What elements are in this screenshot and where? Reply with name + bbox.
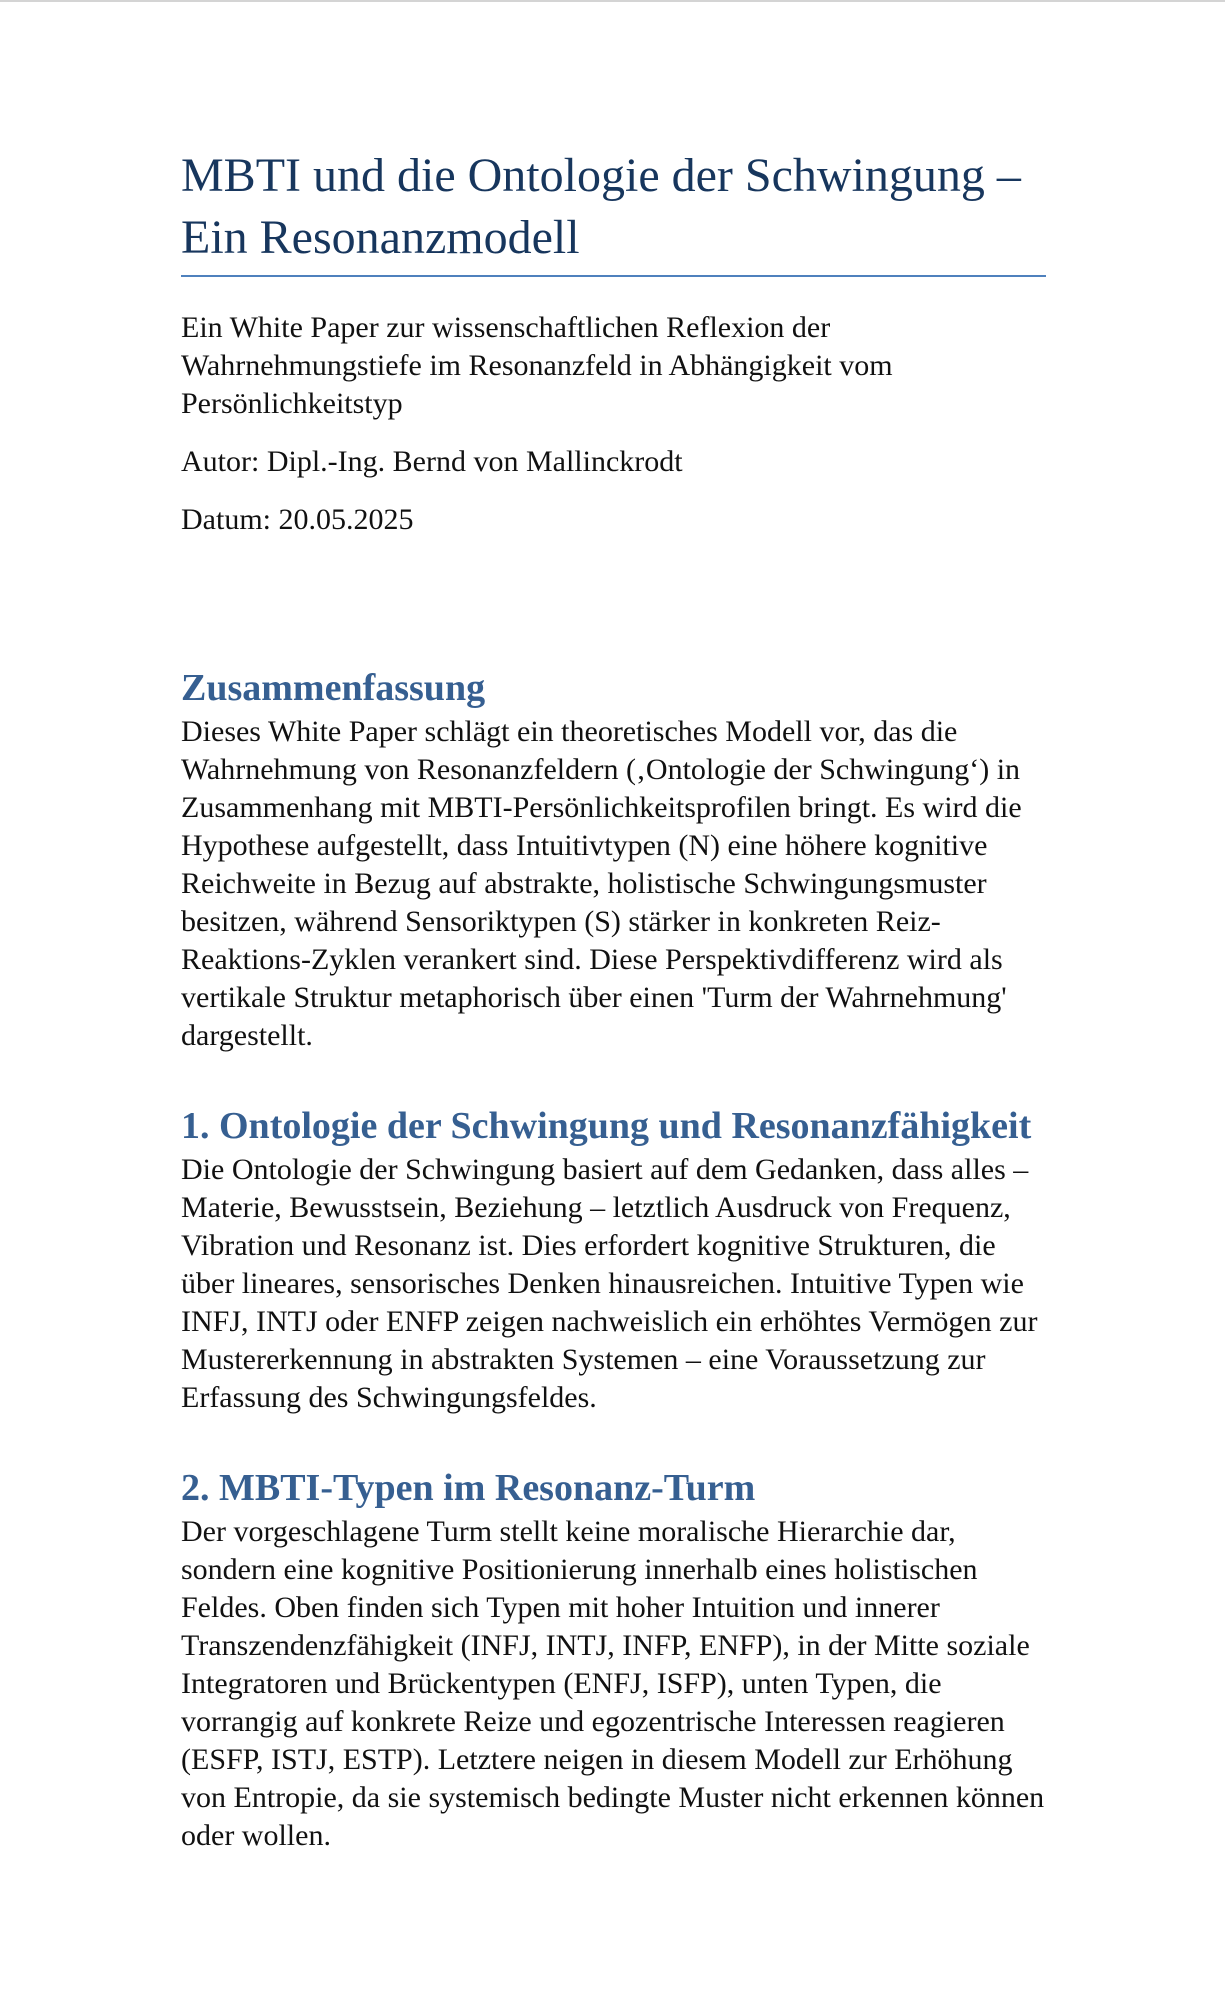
document-subtitle: Ein White Paper zur wissenschaftlichen Reflexion der Wahrnehmungstiefe im Resonanzfeld in Abhängigkeit vom Persönlichkeitstyp (181, 311, 893, 420)
section-text: Dieses White Paper schlägt ein theoretisches Modell vor, das die Wahrnehmung von Resonanzfeldern (‚Ontologie der Schwingung‘) in Zusammenhang mit MBTI-Persönlichkeitsprofilen bringt. Es wird die Hypothese aufgestellt, dass Intuitivtypen (N) eine höhere kognitive Reichweite in Bezug auf abstrakte, holistische Schwingungsmuster besitzen, während Sensoriktypen (S) stärker in konkreten Reiz-Reaktions-Zyklen verankert sind. Diese Perspektivdifferenz wird als vertikale Struktur metaphorisch über einen 'Turm der Wahrnehmung' dargestellt. (181, 715, 1022, 1052)
section-text: Der vorgeschlagene Turm stellt keine moralische Hierarchie dar, sondern eine kognitive Positionierung innerhalb eines holistischen Feldes. Oben finden sich Typen mit hoher Intuition und innerer Transzendenzfähigkeit (INFJ, INTJ, INFP, ENFP), in der Mitte soziale Integratoren und Brückentypen (ENFJ, ISFP), unten Typen, die vorrangig auf konkrete Reize und egozentrische Interessen reagieren (ESFP, ISTJ, ESTP). Letztere neigen in diesem Modell zur Erhöhung von Entropie, da sie systemisch bedingte Muster nicht erkennen können oder wollen. (181, 1515, 1045, 1852)
section-ontology (181, 1101, 1051, 1417)
document-title: MBTI und die Ontologie der Schwingung – Ein Resonanzmodell (181, 145, 1046, 277)
section-heading: 1. Ontologie der Schwingung und Resonanzfähigkeit (181, 1105, 1032, 1147)
section-heading: 2. MBTI-Typen im Resonanz-Turm (181, 1467, 756, 1509)
top-divider (0, 0, 1225, 2)
document-author: Autor: Dipl.-Ing. Bernd von Mallinckrodt (181, 445, 683, 478)
section-text: Die Ontologie der Schwingung basiert auf dem Gedanken, dass alles – Materie, Bewusstsein, Beziehung – letztlich Ausdruck von Frequenz, Vibration und Resonanz ist. Dies erfordert kognitive Strukturen, die über lineares, sensorisches Denken hinausreichen. Intuitive Typen wie INFJ, INTJ oder ENFP zeigen nachweislich ein erhöhtes Vermögen zur Mustererkennung in abstrakten Systemen – eine Voraussetzung zur Erfassung des Schwingungsfeldes. (181, 1153, 1038, 1414)
document-date: Datum: 20.05.2025 (181, 503, 414, 536)
document-page (181, 145, 1051, 1855)
section-mbti-tower (181, 1463, 1051, 1855)
section-summary (181, 663, 1051, 1055)
section-heading: Zusammenfassung (181, 667, 486, 709)
